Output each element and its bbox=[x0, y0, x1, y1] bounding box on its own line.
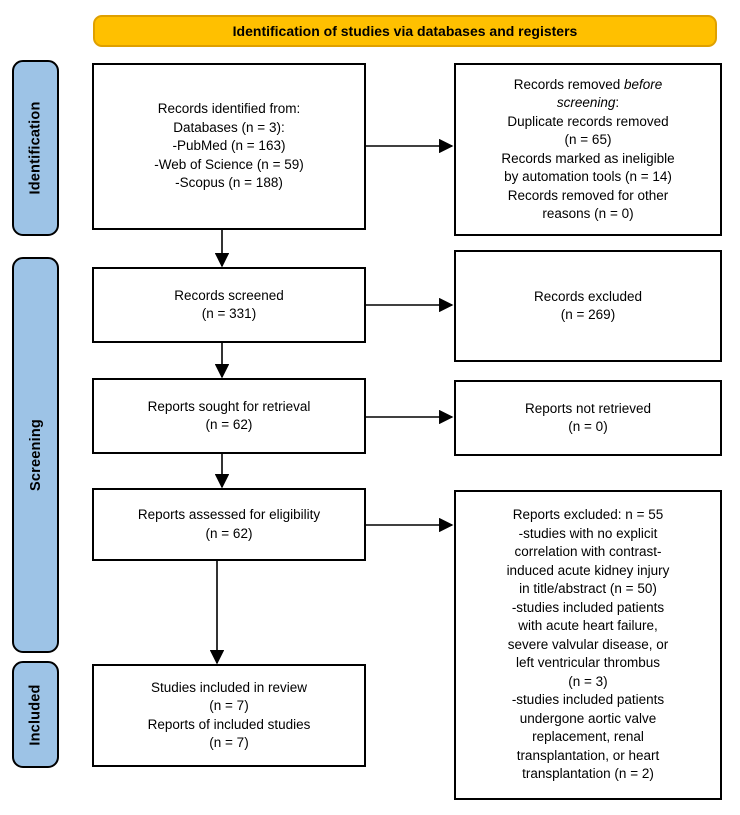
text-segment: Records removed bbox=[513, 76, 621, 92]
stage-label-screening bbox=[12, 257, 59, 653]
text-line: (n = 269) bbox=[560, 307, 616, 322]
box-reports-assessed bbox=[92, 488, 366, 561]
text-line: -Scopus (n = 188) bbox=[175, 175, 283, 191]
stage-label-included-text: Included bbox=[27, 683, 44, 746]
box-reports-not-retrieved-text bbox=[525, 400, 651, 437]
box-records-excluded-text bbox=[534, 288, 642, 325]
text-line: Reports assessed for eligibility bbox=[137, 507, 321, 522]
box-reports-excluded-reasons-text bbox=[507, 506, 670, 784]
text-line bbox=[501, 76, 674, 95]
box-reports-sought-text bbox=[148, 398, 311, 435]
stage-label-identification bbox=[12, 60, 59, 236]
text-line: correlation with contrast- bbox=[514, 544, 662, 560]
text-line: Studies included in review bbox=[150, 679, 308, 695]
text-segment-italic: before bbox=[620, 76, 663, 92]
box-records-identified bbox=[92, 63, 366, 230]
text-line: transplantation, or heart bbox=[516, 747, 660, 763]
text-line: replacement, renal bbox=[532, 729, 644, 745]
text-line: Duplicate records removed bbox=[507, 113, 669, 129]
text-line: -studies included patients bbox=[511, 692, 665, 708]
text-line: reasons (n = 0) bbox=[542, 206, 634, 221]
text-line: Records removed for other bbox=[507, 187, 669, 203]
text-line: severe valvular disease, or bbox=[507, 636, 669, 652]
text-line: (n = 7) bbox=[209, 735, 249, 750]
text-line: undergone aortic valve bbox=[519, 710, 657, 726]
text-line: (n = 3) bbox=[568, 673, 608, 689]
box-records-identified-text bbox=[154, 100, 303, 193]
text-line bbox=[501, 94, 674, 113]
box-reports-excluded-reasons bbox=[454, 490, 722, 800]
text-line: Reports sought for retrieval bbox=[147, 398, 311, 414]
text-line: Reports of included studies bbox=[147, 716, 311, 732]
text-line: Reports not retrieved bbox=[524, 400, 652, 416]
stage-label-included bbox=[12, 661, 59, 768]
text-line: Records marked as ineligible bbox=[501, 150, 675, 166]
box-reports-not-retrieved bbox=[454, 380, 722, 456]
text-line: (n = 7) bbox=[209, 698, 249, 713]
box-reports-sought bbox=[92, 378, 366, 454]
text-line: with acute heart failure, bbox=[518, 618, 658, 634]
text-line: Databases (n = 3): bbox=[173, 119, 285, 135]
text-block bbox=[501, 113, 674, 224]
text-line: -Web of Science (n = 59) bbox=[154, 156, 304, 172]
text-segment: : bbox=[615, 95, 620, 110]
box-records-screened-text bbox=[174, 287, 284, 324]
text-line: by automation tools (n = 14) bbox=[504, 169, 672, 184]
text-line: (n = 331) bbox=[201, 306, 257, 321]
text-line: Records identified from: bbox=[157, 101, 301, 117]
box-records-excluded bbox=[454, 250, 722, 362]
header-banner: Identification of studies via databases and registers bbox=[93, 15, 717, 47]
text-line: Reports excluded: n = 55 bbox=[512, 507, 664, 523]
box-records-removed bbox=[454, 63, 722, 236]
box-records-removed-text bbox=[501, 76, 674, 224]
text-line: Records excluded bbox=[533, 288, 643, 304]
text-segment-italic: screening bbox=[556, 95, 616, 110]
text-line: -PubMed (n = 163) bbox=[172, 138, 286, 154]
text-line: (n = 62) bbox=[205, 417, 253, 432]
box-records-screened bbox=[92, 267, 366, 343]
box-studies-included bbox=[92, 664, 366, 767]
text-line: (n = 0) bbox=[568, 419, 608, 434]
text-line: Records screened bbox=[174, 287, 284, 303]
box-reports-assessed-text bbox=[138, 506, 320, 543]
text-line: in title/abstract (n = 50) bbox=[519, 581, 657, 597]
text-line: left ventricular thrombus bbox=[515, 655, 661, 671]
text-line: induced acute kidney injury bbox=[506, 562, 670, 578]
text-line: (n = 62) bbox=[205, 525, 253, 541]
stage-label-identification-text: Identification bbox=[27, 101, 44, 195]
text-line: -studies included patients bbox=[511, 599, 665, 615]
text-line: -studies with no explicit bbox=[518, 525, 658, 541]
stage-label-screening-text: Screening bbox=[27, 419, 44, 491]
text-line: transplantation (n = 2) bbox=[522, 766, 654, 782]
box-studies-included-text bbox=[148, 679, 311, 753]
text-line: (n = 65) bbox=[564, 132, 612, 147]
